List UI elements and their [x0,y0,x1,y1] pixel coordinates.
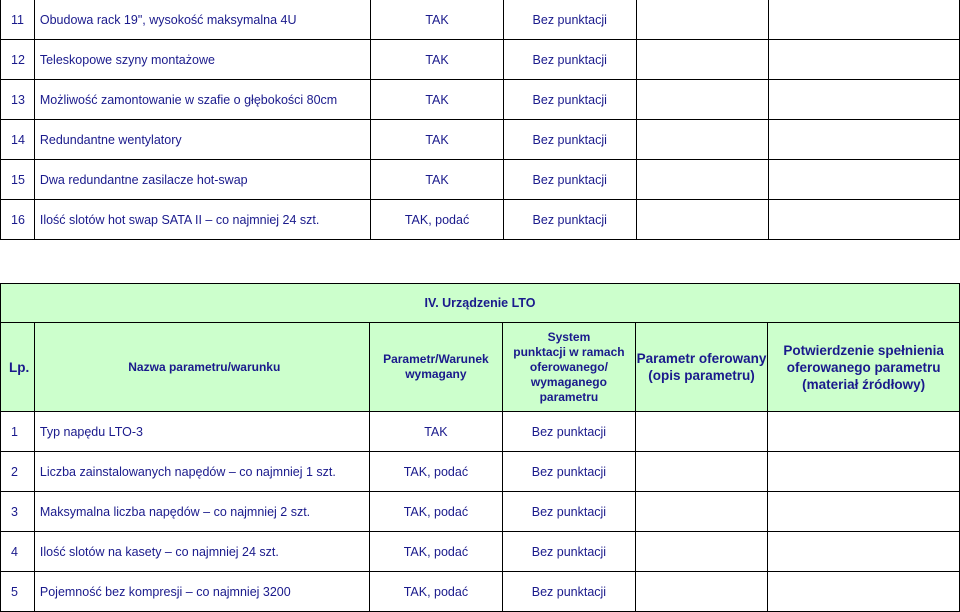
spec-table-server [0,0,960,240]
table-row [1,452,960,492]
table-row [1,40,960,80]
row-required-value: TAK [371,120,504,160]
row-required-value: TAK [371,40,504,80]
row-offered-cell[interactable] [635,492,768,532]
row-confirmation-cell[interactable] [768,412,960,452]
table-row [1,200,960,240]
table-row [1,80,960,120]
table-row [1,120,960,160]
row-offered-cell[interactable] [636,120,768,160]
table-row [1,572,960,612]
row-lp: 14 [1,120,35,160]
section-title: IV. Urządzenie LTO [1,284,960,323]
row-scoring: Bez punktacji [503,572,636,612]
row-offered-cell[interactable] [636,160,768,200]
row-parameter-name: Pojemność bez kompresji – co najmniej 3200 [34,572,369,612]
row-parameter-name: Ilość slotów hot swap SATA II – co najmniej 24 szt. [34,200,370,240]
row-required-value: TAK, podać [371,200,504,240]
row-parameter-name: Maksymalna liczba napędów – co najmniej 2 szt. [34,492,369,532]
row-lp: 15 [1,160,35,200]
table-row [1,0,960,40]
table-row [1,412,960,452]
row-scoring: Bez punktacji [503,412,636,452]
row-lp: 5 [1,572,35,612]
row-scoring: Bez punktacji [503,80,636,120]
header-confirmation: Potwierdzenie spełnienia oferowanego parametru (materiał źródłowy) [768,323,960,412]
row-offered-cell[interactable] [635,572,768,612]
spec-table-lto [0,283,960,612]
row-offered-cell[interactable] [635,452,768,492]
row-confirmation-cell[interactable] [768,452,960,492]
row-scoring: Bez punktacji [503,40,636,80]
row-parameter-name: Możliwość zamontowanie w szafie o głębokości 80cm [34,80,370,120]
row-offered-cell[interactable] [636,0,768,40]
row-confirmation-cell[interactable] [768,200,959,240]
row-required-value: TAK [369,412,502,452]
row-required-value: TAK, podać [369,572,502,612]
row-confirmation-cell[interactable] [768,572,960,612]
row-offered-cell[interactable] [635,412,768,452]
row-required-value: TAK [371,0,504,40]
row-confirmation-cell[interactable] [768,492,960,532]
row-parameter-name: Dwa redundantne zasilacze hot-swap [34,160,370,200]
header-scoring: System punktacji w ramach oferowanego/ wymaganego parametru [503,323,636,412]
row-offered-cell[interactable] [636,80,768,120]
row-parameter-name: Teleskopowe szyny montażowe [34,40,370,80]
row-lp: 1 [1,412,35,452]
row-confirmation-cell[interactable] [768,532,960,572]
row-required-value: TAK, podać [369,452,502,492]
row-lp: 12 [1,40,35,80]
row-required-value: TAK, podać [369,532,502,572]
row-offered-cell[interactable] [636,40,768,80]
row-confirmation-cell[interactable] [768,120,959,160]
row-scoring: Bez punktacji [503,452,636,492]
row-scoring: Bez punktacji [503,532,636,572]
row-required-value: TAK, podać [369,492,502,532]
row-scoring: Bez punktacji [503,200,636,240]
row-required-value: TAK [371,80,504,120]
row-lp: 4 [1,532,35,572]
row-confirmation-cell[interactable] [768,80,959,120]
row-lp: 16 [1,200,35,240]
header-lp: Lp. [1,323,35,412]
row-parameter-name: Liczba zainstalowanych napędów – co najmniej 1 szt. [34,452,369,492]
table-row [1,160,960,200]
row-lp: 11 [1,0,35,40]
row-lp: 3 [1,492,35,532]
row-scoring: Bez punktacji [503,0,636,40]
row-parameter-name: Ilość slotów na kasety – co najmniej 24 szt. [34,532,369,572]
row-parameter-name: Typ napędu LTO-3 [34,412,369,452]
row-offered-cell[interactable] [635,532,768,572]
row-scoring: Bez punktacji [503,492,636,532]
row-lp: 2 [1,452,35,492]
section-title-row [1,284,960,323]
row-offered-cell[interactable] [636,200,768,240]
header-row [1,323,960,412]
header-required: Parametr/Warunek wymagany [369,323,502,412]
row-confirmation-cell[interactable] [768,160,959,200]
header-name: Nazwa parametru/warunku [34,323,369,412]
row-scoring: Bez punktacji [503,120,636,160]
row-parameter-name: Obudowa rack 19", wysokość maksymalna 4U [34,0,370,40]
row-parameter-name: Redundantne wentylatory [34,120,370,160]
row-lp: 13 [1,80,35,120]
table-row [1,532,960,572]
row-scoring: Bez punktacji [503,160,636,200]
row-required-value: TAK [371,160,504,200]
table-row [1,492,960,532]
row-confirmation-cell[interactable] [768,0,959,40]
header-offered: Parametr oferowany (opis parametru) [635,323,768,412]
row-confirmation-cell[interactable] [768,40,959,80]
